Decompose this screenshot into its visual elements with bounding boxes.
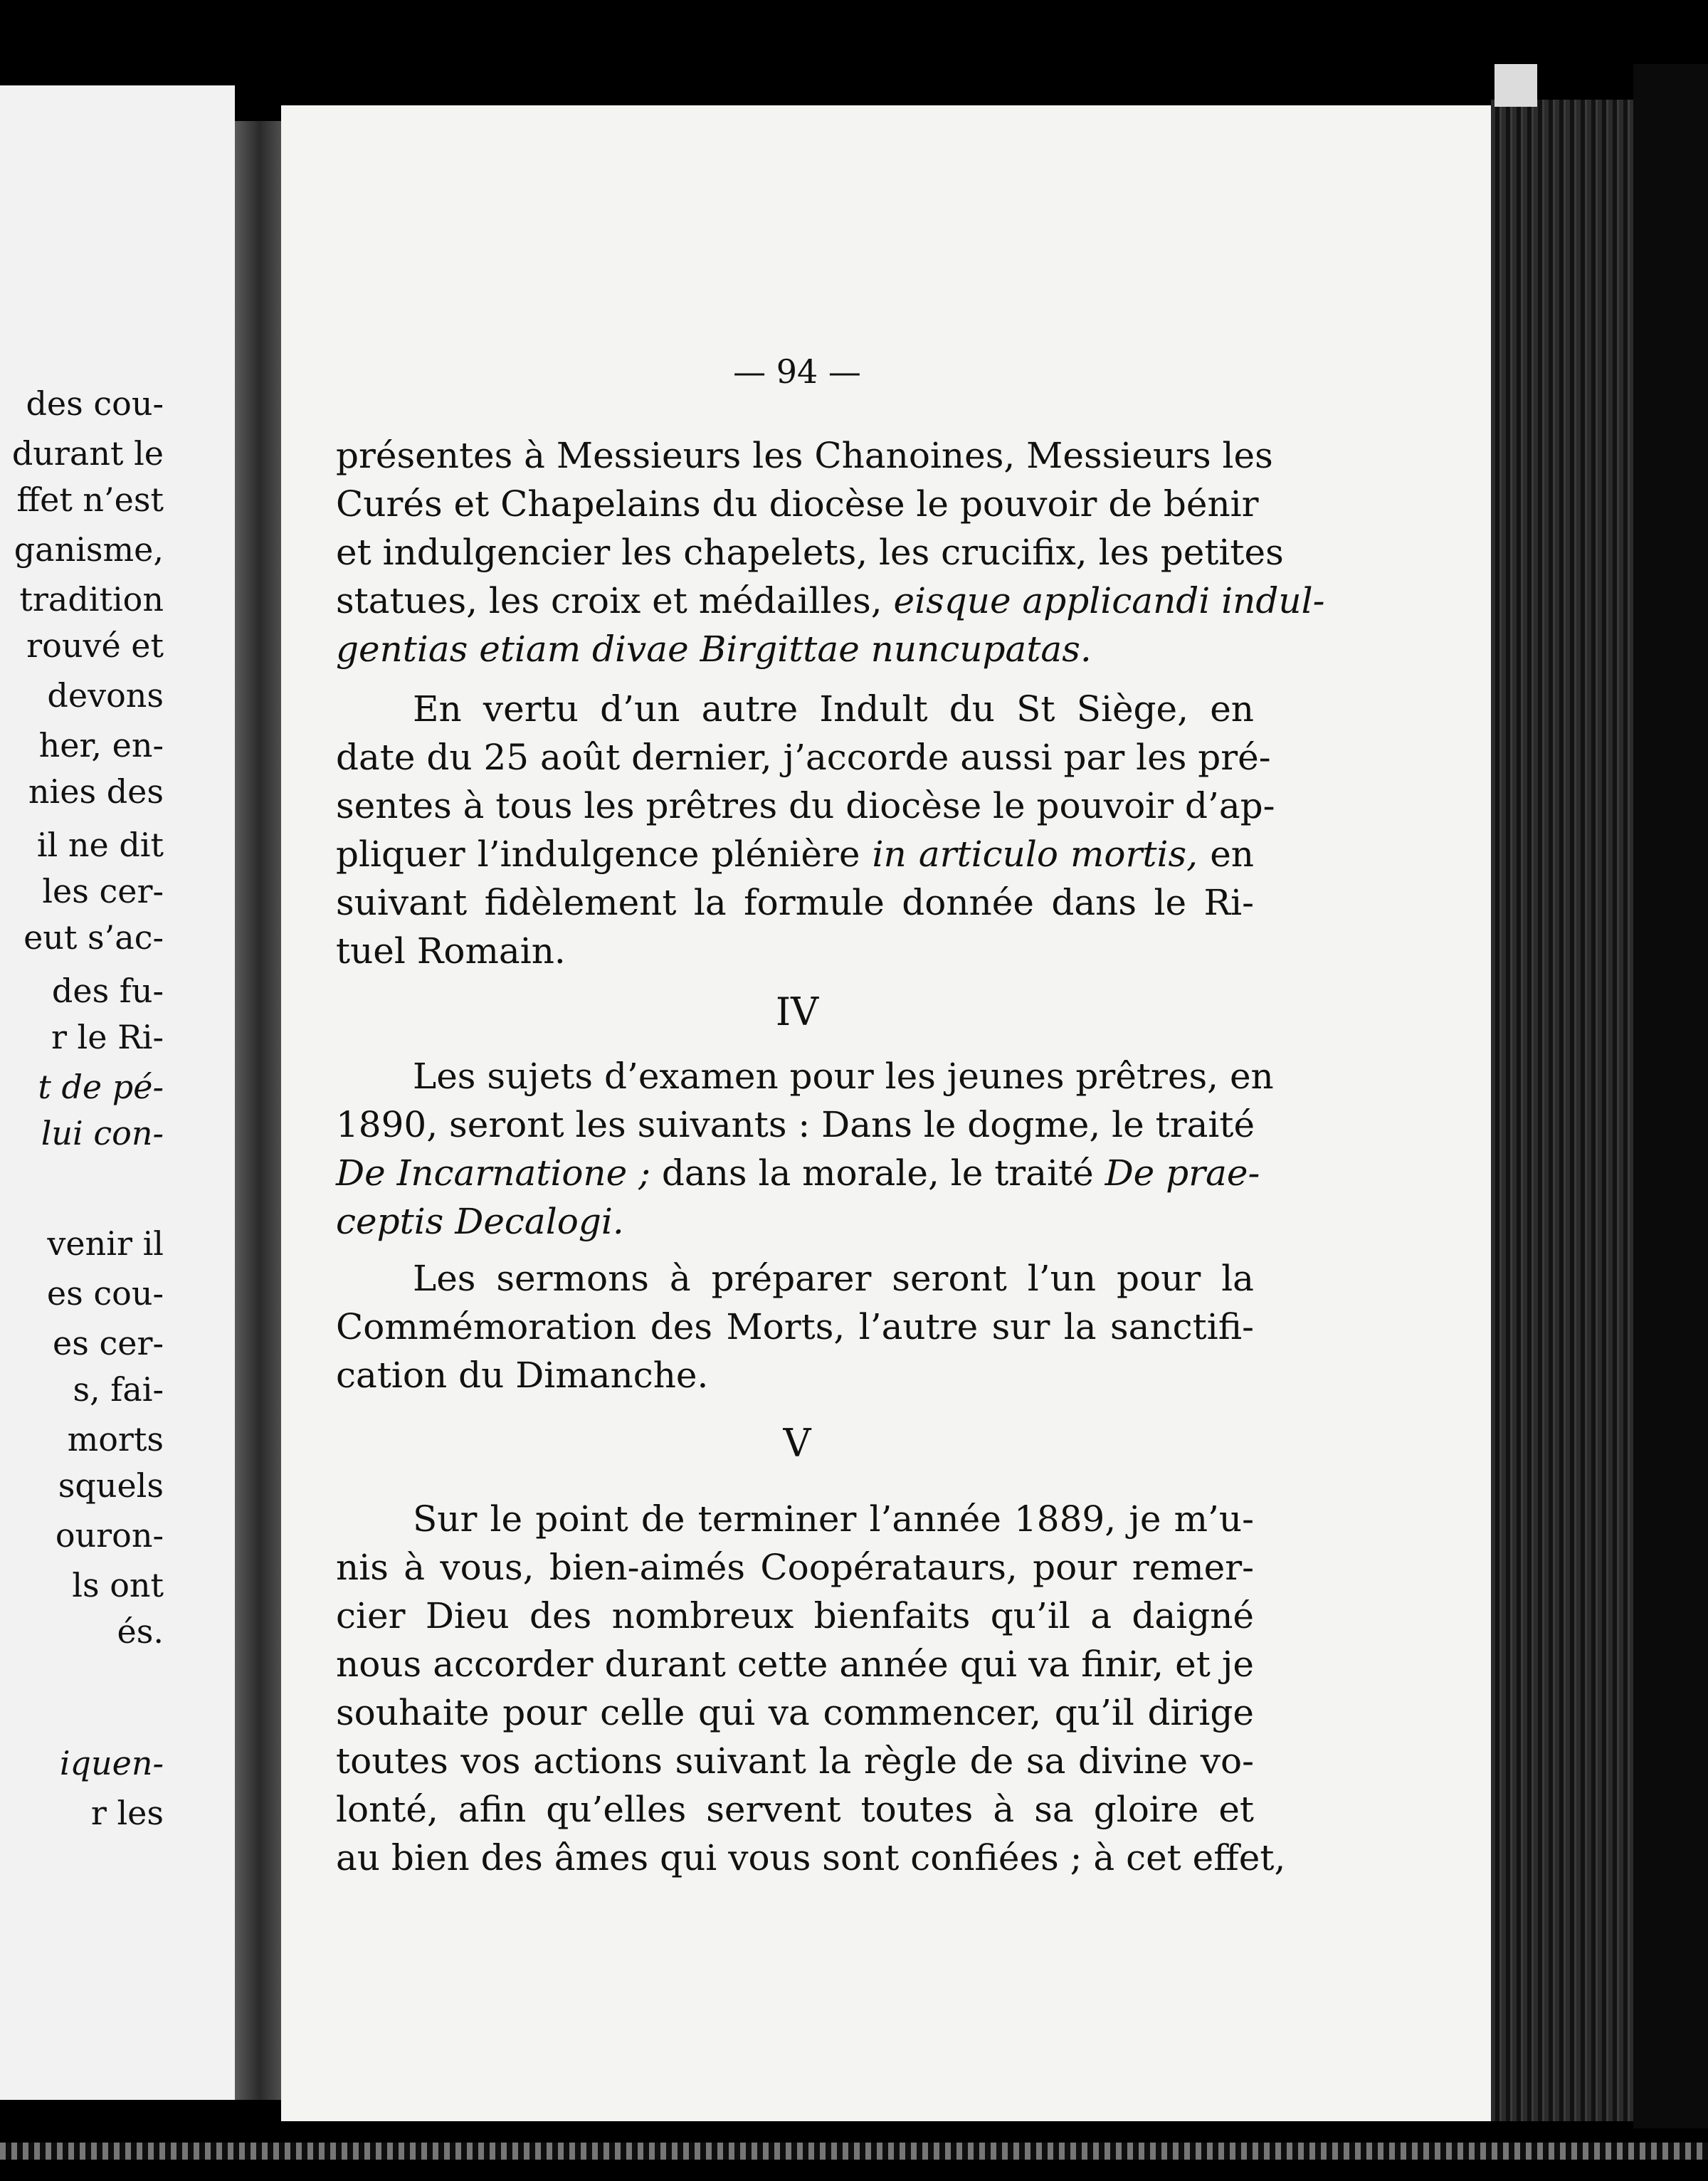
text-line: toutes vos actions suivant la règle de sa divine vo- <box>336 1740 1254 1782</box>
left-page-line: les cer- <box>42 872 164 910</box>
text-line: présentes à Messieurs les Chanoines, Messieurs les <box>336 435 1273 476</box>
left-page-line: t de pé- <box>38 1068 164 1106</box>
left-page-line: r le Ri- <box>51 1018 164 1056</box>
section-heading: V <box>783 1421 811 1466</box>
left-page-line: des fu- <box>51 972 164 1010</box>
left-page-line: ls ont <box>72 1566 164 1604</box>
text-line: cier Dieu des nombreux bienfaits qu’il a daigné <box>336 1595 1254 1636</box>
book-cover-edge <box>1633 64 1708 2128</box>
text-line: nous accorder durant cette année qui va finir, et je <box>336 1644 1254 1685</box>
left-page-line: s, fai- <box>73 1370 164 1409</box>
left-page-line: ouron- <box>55 1516 164 1555</box>
text-line: suivant fidèlement la formule donnée dans le Ri- <box>336 882 1254 923</box>
text-line <box>336 830 1254 878</box>
left-page-line: ffet n’est <box>16 480 164 519</box>
text-line <box>336 625 1254 673</box>
text-line: Sur le point de terminer l’année 1889, je m’u- <box>413 1498 1254 1540</box>
text-line: date du 25 août dernier, j’accorde aussi par les pré- <box>336 737 1271 778</box>
text-line: nis à vous, bien-aimés Coopérataurs, pour remer- <box>336 1547 1254 1588</box>
left-page-line: il ne dit <box>36 826 164 864</box>
italic-run: in articulo mortis, <box>872 834 1198 875</box>
left-page-line: nies des <box>28 772 164 811</box>
text-run: dans la morale, le traité <box>661 1152 1094 1194</box>
text-line <box>336 577 1325 625</box>
section-heading: IV <box>775 989 819 1034</box>
text-run: en <box>1210 834 1254 875</box>
left-page-line: venir il <box>47 1224 164 1263</box>
left-page-line: devons <box>47 676 164 715</box>
book-page-edges <box>1491 100 1633 2121</box>
left-page-line: durant le <box>11 434 164 473</box>
text-line: sentes à tous les prêtres du diocèse le pouvoir d’ap- <box>336 785 1275 826</box>
italic-run: gentias etiam divae Birgittae nuncupatas. <box>336 629 1092 670</box>
text-line <box>336 1149 1260 1197</box>
left-page-line: iquen- <box>59 1744 164 1782</box>
italic-run: De prae- <box>1105 1152 1260 1194</box>
text-line: tuel Romain. <box>336 930 566 972</box>
left-page-line: rouvé et <box>26 626 164 665</box>
text-line: au bien des âmes qui vous sont confiées ; à cet effet, <box>336 1837 1286 1878</box>
left-page-line: lui con- <box>41 1114 164 1152</box>
text-line: souhaite pour celle qui va commencer, qu’il dirige <box>336 1692 1254 1733</box>
left-page-line: des cou- <box>26 384 164 423</box>
left-page-line: r les <box>90 1794 164 1832</box>
left-page-line: es cou- <box>46 1274 164 1313</box>
page-number: — 94 — <box>733 352 861 391</box>
text-run: statues, les croix et médailles, <box>336 580 882 621</box>
text-line: Les sujets d’examen pour les jeunes prêtres, en <box>413 1056 1274 1097</box>
italic-run: ceptis Decalogi. <box>336 1201 624 1242</box>
left-page-line: her, en- <box>38 726 164 764</box>
text-line <box>336 1197 1254 1246</box>
book-gutter <box>235 121 285 2100</box>
left-page-line: squels <box>58 1466 164 1505</box>
text-line: lonté, afin qu’elles servent toutes à sa gloire et <box>336 1789 1254 1830</box>
film-edge <box>0 2143 1708 2160</box>
italic-run: eisque applicandi indul- <box>893 580 1325 621</box>
page-corner <box>1494 64 1537 107</box>
text-line: En vertu d’un autre Indult du St Siège, en <box>413 688 1254 730</box>
left-page-line: eut s’ac- <box>23 918 164 957</box>
text-line: Commémoration des Morts, l’autre sur la sanctifi- <box>336 1306 1254 1347</box>
text-line: Curés et Chapelains du diocèse le pouvoir de bénir <box>336 483 1259 525</box>
left-page-line: morts <box>67 1420 164 1459</box>
italic-run: De Incarnatione ; <box>336 1152 650 1194</box>
left-page-line: tradition <box>19 580 164 619</box>
left-page-line: ganisme, <box>14 530 164 569</box>
text-line: et indulgencier les chapelets, les crucifix, les petites <box>336 532 1284 573</box>
left-page-line: es cer- <box>53 1324 164 1362</box>
text-line: Les sermons à préparer seront l’un pour la <box>413 1258 1254 1299</box>
left-page <box>0 85 235 2100</box>
text-line: cation du Dimanche. <box>336 1355 709 1396</box>
text-run: pliquer l’indulgence plénière <box>336 834 860 875</box>
left-page-line: és. <box>117 1612 164 1651</box>
text-line: 1890, seront les suivants : Dans le dogme, le traité <box>336 1104 1255 1145</box>
